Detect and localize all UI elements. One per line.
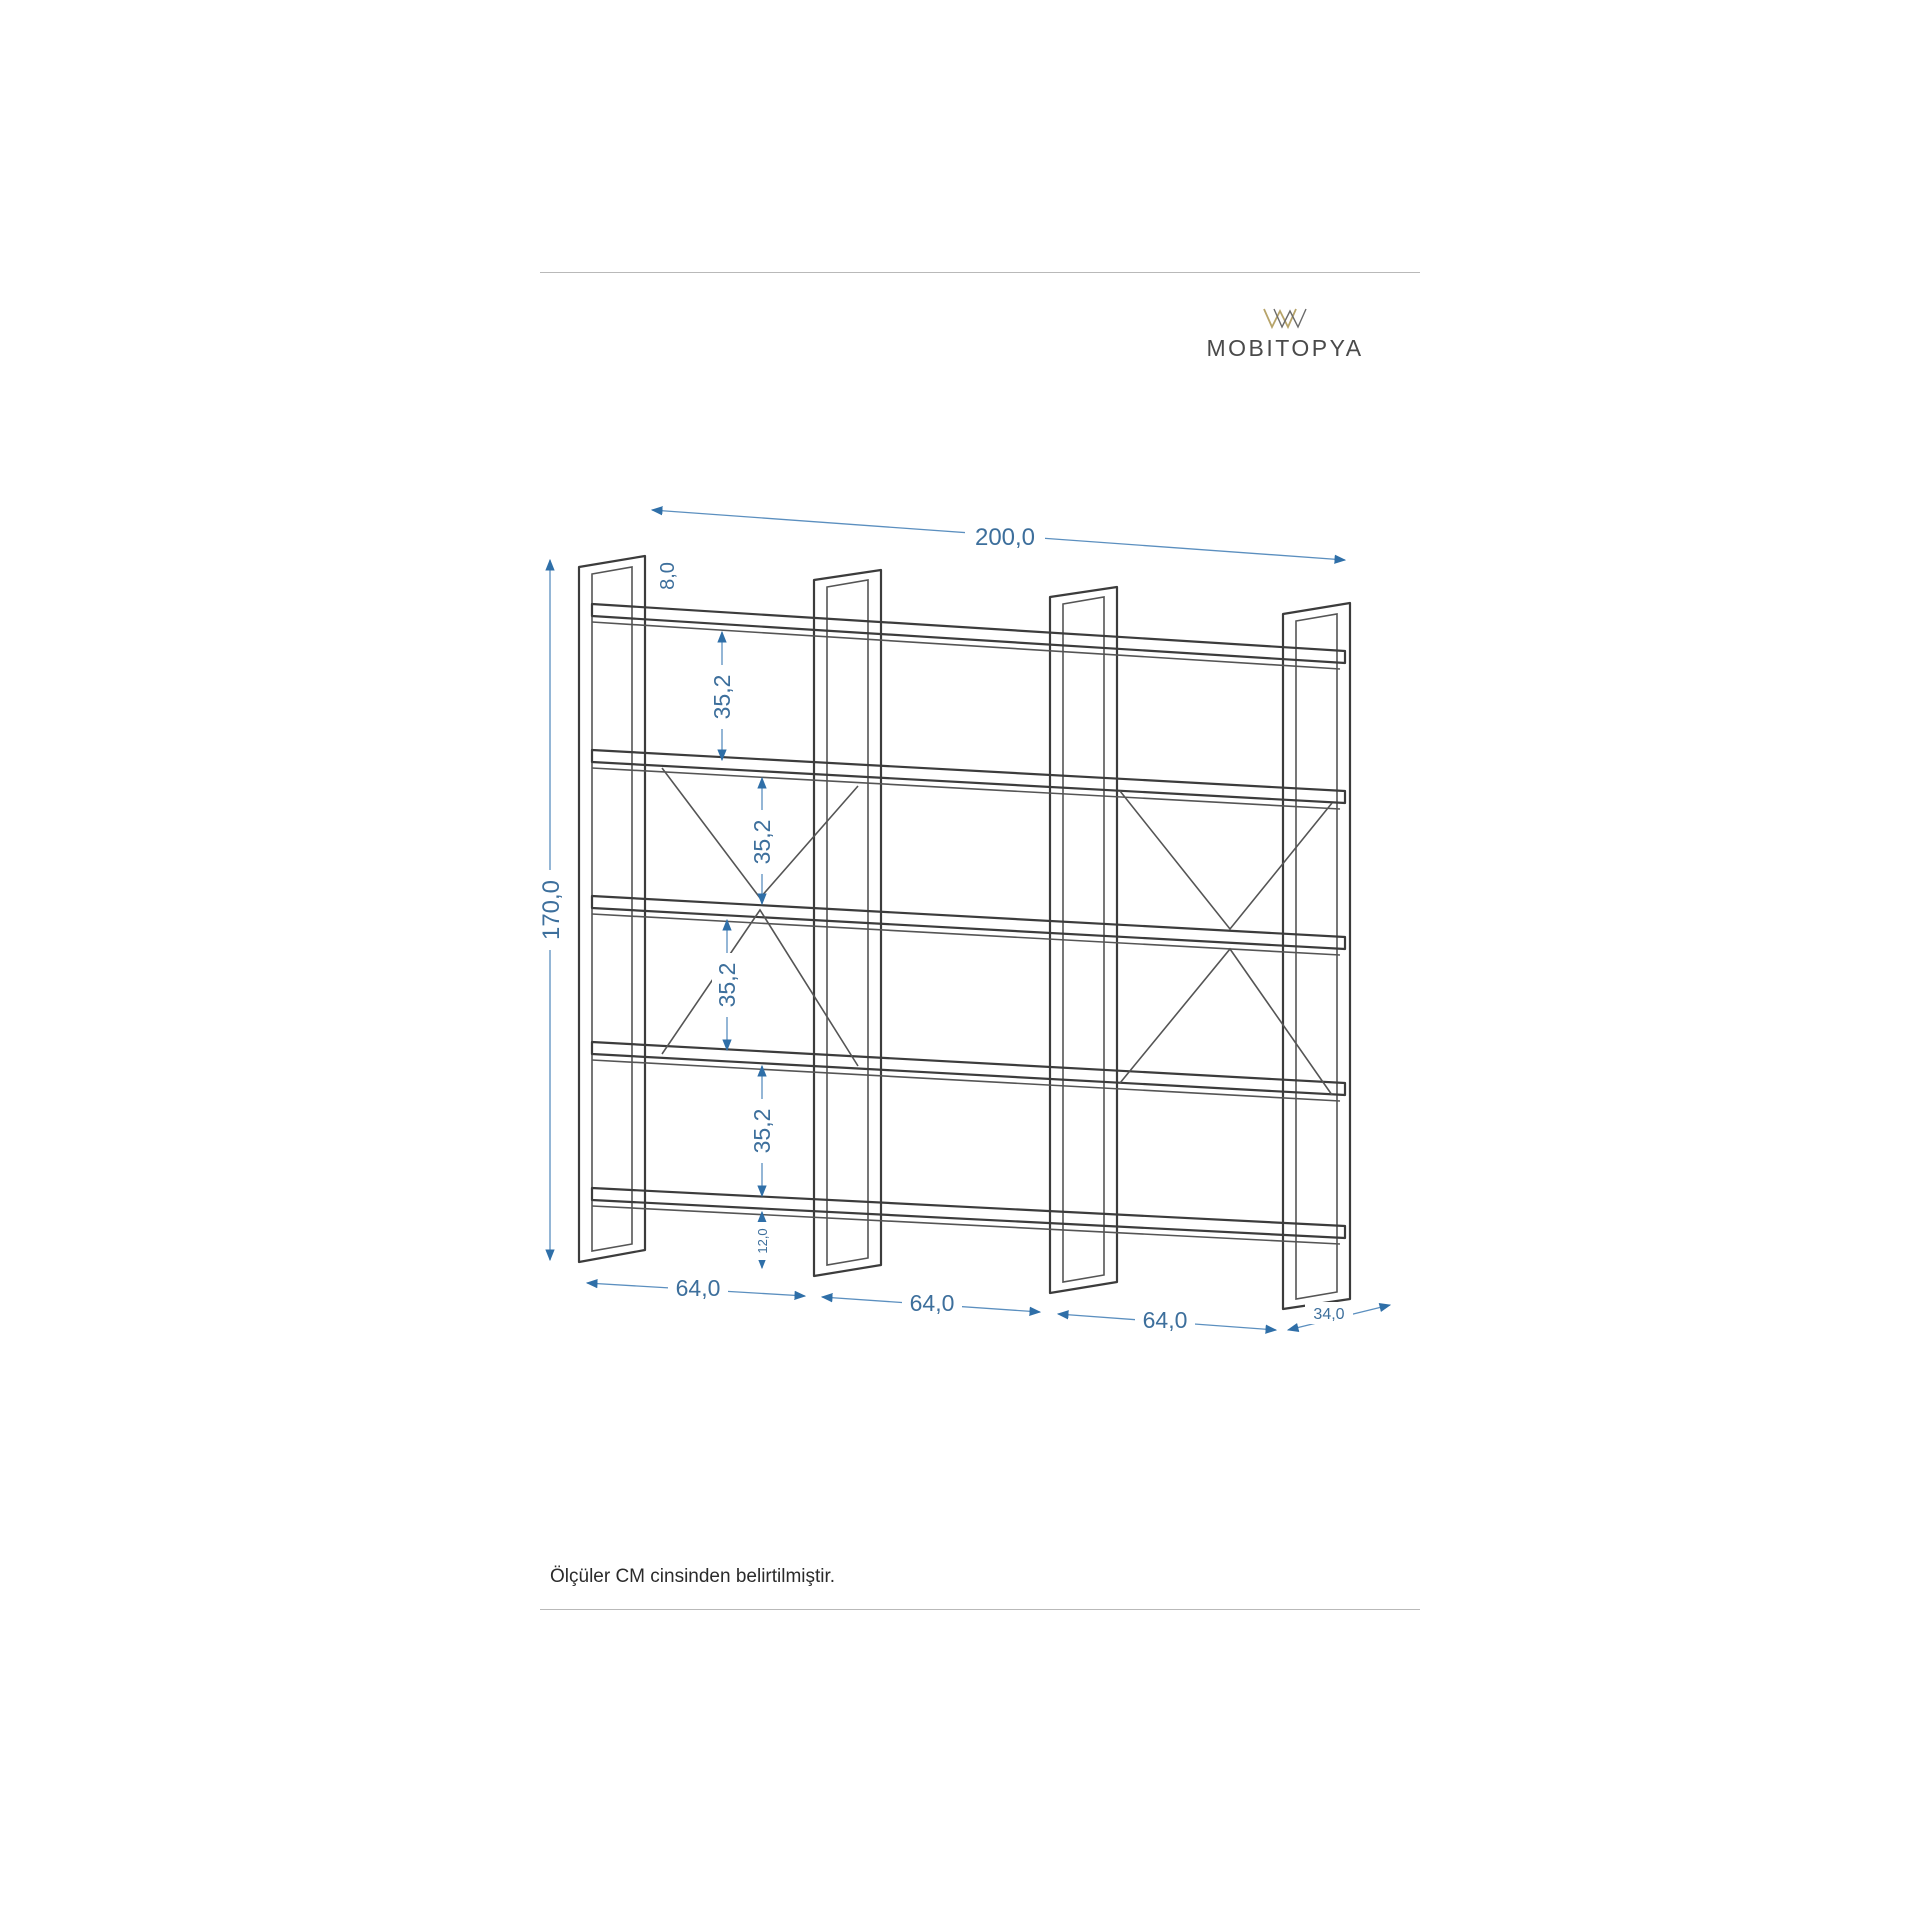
- brand-name: MOBITOPYA: [1206, 335, 1364, 361]
- frame-right: [1283, 603, 1350, 1309]
- shelf-2: [592, 750, 1345, 809]
- top-gap-label: 8,0: [657, 562, 679, 590]
- units-footnote: Ölçüler CM cinsinden belirtilmiştir.: [550, 1566, 836, 1587]
- section-width-2-label: 64,0: [909, 1290, 955, 1316]
- bottom-gap-label: 12,0: [755, 1228, 770, 1254]
- shelf-spacing-2-label: 35,2: [749, 819, 775, 865]
- shelf-4: [592, 1042, 1345, 1101]
- section-width-1-label: 64,0: [675, 1275, 721, 1301]
- shelves: [592, 604, 1345, 1244]
- total-width-label: 200,0: [974, 524, 1036, 551]
- shelf-5: [592, 1188, 1345, 1244]
- shelf-1: [592, 604, 1345, 669]
- depth-label: 34,0: [1313, 1306, 1345, 1323]
- shelf-spacing-4-label: 35,2: [749, 1108, 775, 1154]
- section-width-3-label: 64,0: [1142, 1307, 1188, 1333]
- total-height-label: 170,0: [538, 879, 565, 941]
- shelf-spacing-1-label: 35,2: [709, 674, 735, 720]
- shelf-spacing-3-label: 35,2: [714, 962, 740, 1008]
